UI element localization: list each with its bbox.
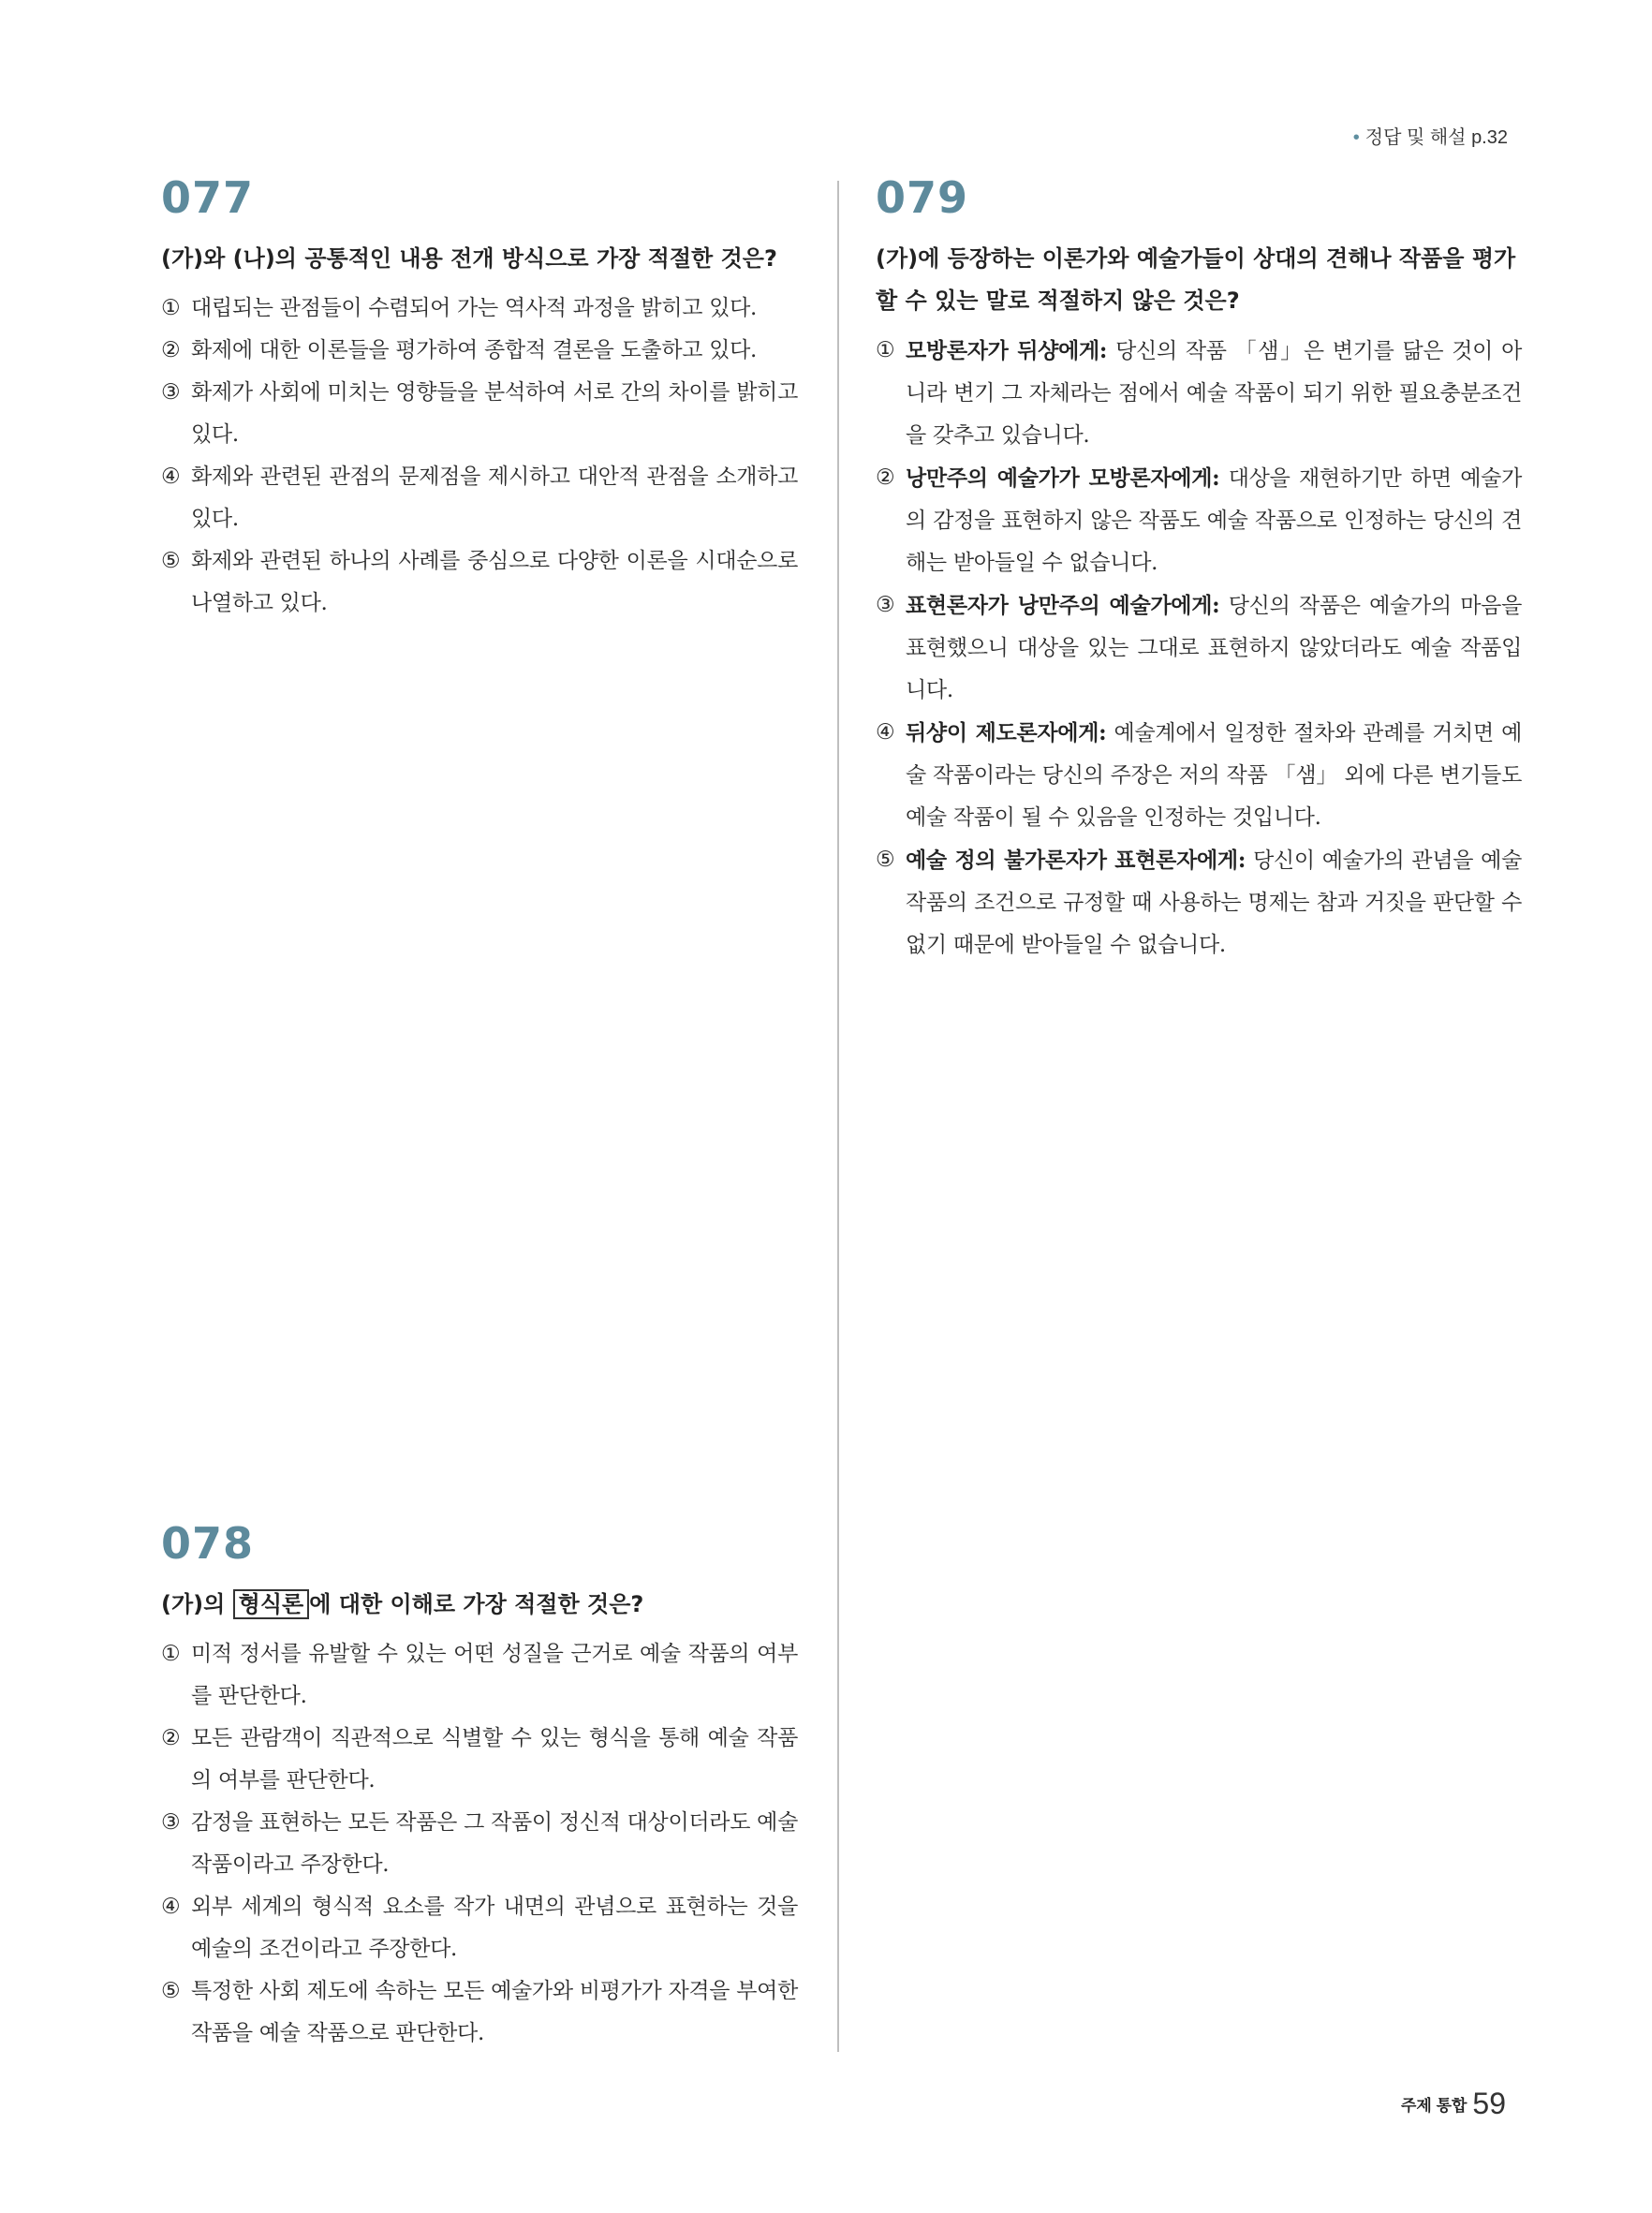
option-text: 외부 세계의 형식적 요소를 작가 내면의 관념으로 표현하는 것을 예술의 조건이라고 주장한다. bbox=[191, 1895, 798, 1961]
option-marker: ① bbox=[161, 1642, 181, 1666]
question-prompt bbox=[161, 1584, 798, 1626]
option-text: 감정을 표현하는 모든 작품은 그 작품이 정신적 대상이더라도 예술 작품이라고 주장한다. bbox=[191, 1810, 798, 1877]
option-marker: ① bbox=[161, 296, 181, 320]
question-078 bbox=[161, 1518, 798, 2055]
option-text: 예술계에서 일정한 절차와 관례를 거치면 예술 작품이라는 당신의 주장은 저의 작품 「샘」 외에 다른 변기들도 예술 작품이 될 수 있음을 인정하는 것입니다. bbox=[906, 721, 1522, 830]
boxed-term: 형식론 bbox=[233, 1589, 310, 1619]
page-number: 59 bbox=[1472, 2087, 1507, 2120]
answer-reference bbox=[1353, 122, 1508, 149]
prompt-text: 에 대한 이해로 가장 적절한 것은? bbox=[309, 1591, 644, 1617]
question-prompt: (가)와 (나)의 공통적인 내용 전개 방식으로 가장 적절한 것은? bbox=[161, 245, 777, 272]
option-4[interactable] bbox=[161, 456, 798, 540]
option-3[interactable] bbox=[161, 372, 798, 456]
option-marker: ③ bbox=[876, 593, 895, 617]
option-text: 미적 정서를 유발할 수 있는 어떤 성질을 근거로 예술 작품의 여부를 판단한다. bbox=[191, 1642, 798, 1708]
option-marker: ⑤ bbox=[876, 848, 895, 872]
option-marker: ② bbox=[161, 338, 181, 362]
option-1[interactable] bbox=[161, 1633, 798, 1718]
option-2[interactable] bbox=[161, 330, 798, 372]
option-list bbox=[876, 330, 1522, 966]
option-marker: ④ bbox=[876, 720, 895, 745]
option-2[interactable] bbox=[161, 1718, 798, 1802]
option-4[interactable] bbox=[161, 1886, 798, 1970]
option-text: 당신이 예술가의 관념을 예술 작품의 조건으로 규정할 때 사용하는 명제는 참과 거짓을 판단할 수 없기 때문에 받아들일 수 없습니다. bbox=[906, 848, 1522, 957]
option-1[interactable] bbox=[876, 330, 1522, 457]
option-speaker: 낭만주의 예술가가 모방론자에게: bbox=[906, 465, 1220, 491]
page-footer bbox=[1401, 2087, 1513, 2121]
option-4[interactable] bbox=[876, 712, 1522, 839]
section-title: 주제 통합 bbox=[1401, 2097, 1468, 2115]
option-speaker: 모방론자가 뒤샹에게: bbox=[906, 338, 1108, 363]
question-number: 079 bbox=[876, 172, 969, 223]
column-divider bbox=[837, 181, 839, 2052]
answer-reference-page: p.32 bbox=[1471, 127, 1508, 148]
question-number: 078 bbox=[161, 1518, 255, 1569]
option-text: 화제와 관련된 하나의 사례를 중심으로 다양한 이론을 시대순으로 나열하고 있다. bbox=[191, 549, 798, 615]
option-marker: ② bbox=[876, 465, 895, 490]
option-1[interactable] bbox=[161, 288, 798, 330]
option-5[interactable] bbox=[876, 839, 1522, 966]
option-marker: ① bbox=[876, 338, 895, 362]
option-3[interactable] bbox=[161, 1802, 798, 1886]
option-marker: ③ bbox=[161, 1810, 181, 1835]
option-text: 화제와 관련된 관점의 문제점을 제시하고 대안적 관점을 소개하고 있다. bbox=[191, 465, 798, 531]
option-text: 대립되는 관점들이 수렴되어 가는 역사적 과정을 밝히고 있다. bbox=[191, 296, 758, 320]
question-number: 077 bbox=[161, 172, 255, 223]
option-list bbox=[161, 1633, 798, 2055]
option-speaker: 예술 정의 불가론자가 표현론자에게: bbox=[906, 848, 1246, 873]
option-3[interactable] bbox=[876, 584, 1522, 712]
option-marker: ④ bbox=[161, 1895, 181, 1919]
question-077 bbox=[161, 172, 798, 625]
option-list bbox=[161, 288, 798, 625]
option-text: 특정한 사회 제도에 속하는 모든 예술가와 비평가가 자격을 부여한 작품을 예술 작품으로 판단한다. bbox=[191, 1979, 798, 2045]
option-marker: ③ bbox=[161, 380, 181, 405]
option-marker: ⑤ bbox=[161, 1979, 181, 2003]
option-speaker: 표현론자가 낭만주의 예술가에게: bbox=[906, 593, 1220, 618]
option-2[interactable] bbox=[876, 457, 1522, 584]
answer-reference-label: 정답 및 해설 bbox=[1364, 127, 1467, 148]
option-5[interactable] bbox=[161, 540, 798, 625]
option-marker: ⑤ bbox=[161, 549, 181, 573]
question-prompt: (가)에 등장하는 이론가와 예술가들이 상대의 견해나 작품을 평가할 수 있는 말로 적절하지 않은 것은? bbox=[876, 245, 1516, 314]
option-marker: ② bbox=[161, 1726, 181, 1750]
option-5[interactable] bbox=[161, 1970, 798, 2055]
option-speaker: 뒤샹이 제도론자에게: bbox=[906, 720, 1107, 745]
prompt-text: (가)의 bbox=[161, 1591, 233, 1617]
option-text: 모든 관람객이 직관적으로 식별할 수 있는 형식을 통해 예술 작품의 여부를 판단한다. bbox=[191, 1726, 798, 1793]
bullet-icon: • bbox=[1352, 127, 1360, 148]
option-text: 당신의 작품 「샘」은 변기를 닮은 것이 아니라 변기 그 자체라는 점에서 예술 작품이 되기 위한 필요충분조건을 갖추고 있습니다. bbox=[906, 339, 1522, 448]
option-marker: ④ bbox=[161, 465, 181, 489]
option-text: 당신의 작품은 예술가의 마음을 표현했으니 대상을 있는 그대로 표현하지 않았더라도 예술 작품입니다. bbox=[906, 594, 1522, 702]
option-text: 대상을 재현하기만 하면 예술가의 감정을 표현하지 않은 작품도 예술 작품으로 인정하는 당신의 견해는 받아들일 수 없습니다. bbox=[906, 466, 1522, 575]
option-text: 화제가 사회에 미치는 영향들을 분석하여 서로 간의 차이를 밝히고 있다. bbox=[191, 380, 798, 447]
question-079 bbox=[876, 172, 1522, 966]
option-text: 화제에 대한 이론들을 평가하여 종합적 결론을 도출하고 있다. bbox=[191, 338, 758, 362]
